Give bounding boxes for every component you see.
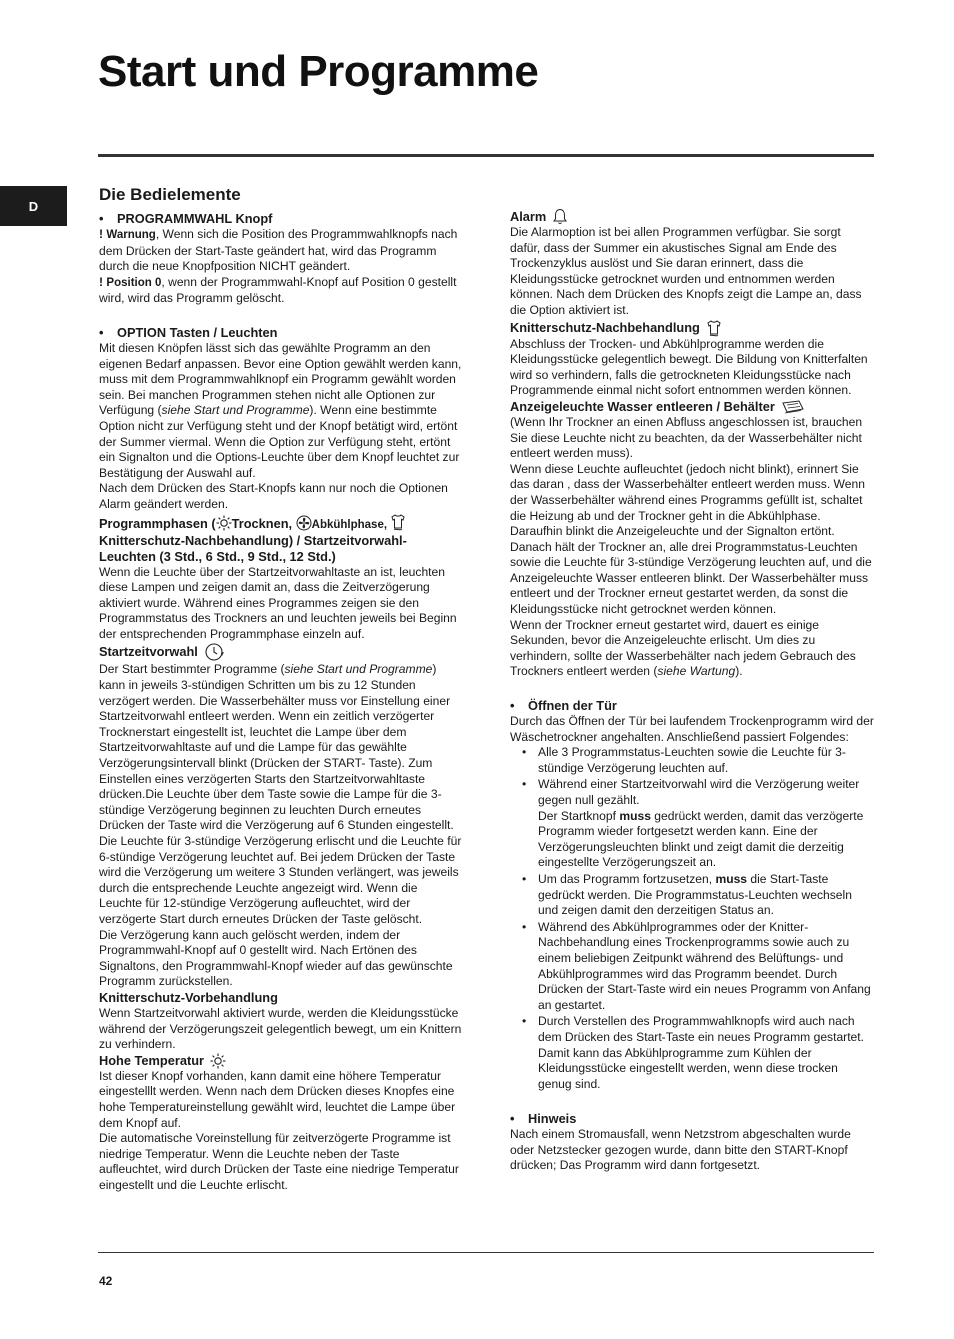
alarm-heading: Alarm: [510, 208, 874, 225]
hohe-temperatur-paragraph: Ist dieser Knopf vorhanden, kann damit eine höhere Temperatur eingestelllt werden. Wenn nach dem Drücken dieses Knopfes eine hohe Temperatureinstellung gewählt wird, leuchtet die Lampe über dem Knopf auf.: [99, 1068, 456, 1130]
knitterschutz-nach-heading: Knitterschutz-Nachbehandlung: [510, 319, 874, 337]
section-title: Die Bedielemente: [99, 185, 241, 204]
option-paragraph: Mit diesen Knöpfen lässt sich das gewählte Programm an den eigenen Bedarf anpassen. Bevor eine Option gewählt werden kann, muss mit dem Programmwahlknopf ein Programm gewählt worden sein. Bei manchen Programmen stehen nicht alle Optionen zur Verfügung (siehe Start und Programme). Wenn eine bestimmte Option nicht zur Verfügung steht und der Knopf betätigt wird, ertönt der Summer viermal. Wenn die Option zur Verfügung steht, ertönt ein Signalton und die Options-Leuchte über dem Knopf leuchtet zur Bestätigung der Auswahl auf.: [99, 340, 462, 480]
startzeitvorwahl-paragraph: Der Start bestimmter Programme (siehe Start und Programme) kann in jeweils 3-stündigen Schritten um bis zu 12 Stunden verzögert werden. Die Wasserbehälter muss vor Einstellung einer Startzeitvorwahl entleert werden. Wenn ein zeitlich verzögerter Trocknerstart eingestellt ist, leuchtet die Lampe über dem Startzeitvorwahltaste auf und die Lampe für das gewählte Verzögerungsintervall blinkt (Drücken der START- Taste). Zum Einstellen eines verzögerten Starts den Startzeitvorwahltaste drücken.Die Leuchte über dem Taste sowie die Lampe für die 3-stündige Verzögerung beginnen zu leuchten Durch erneutes Drücken der Taste wird die Verzögerung auf 6 Stunden eingestellt. Die Leuchte für 3-stündige Verzögerung erlischt und die Leuchte für 6-stündige Verzögerung leuchtet auf. Bei jedem Drücken der Taste wird die Verzögerung um weitere 3 Stunden verlängert, was jeweils durch die entsprechende Leuchte angezeigt wird. Wenn die Leuchte für 12-stündige Verzögerung aufleuchtet, wird der verzögerte Start durch erneutes Drücken der Taste gelöscht.: [99, 662, 462, 926]
warning-paragraph: [99, 227, 463, 275]
startzeitvorwahl-reference: siehe Start und Programme: [284, 662, 433, 677]
delay-timer-icon: [204, 642, 226, 662]
right-column: [510, 208, 874, 1174]
oeffnen-paragraph: Durch das Öffnen der Tür bei laufendem Trockenprogramm wird der Wäschetrockner angehalten. Anschließend passiert Folgendes:: [510, 714, 874, 744]
knitterschutz-nach-paragraph: Abschluss der Trocken- und Abkühlprogramme werden die Kleidungsstücke gelegentlich bewegt. Die Bildung von Knitterfalten wird so verhindern, falls die getrockneten Kleidungsstücke nach Programmende einmal nicht sofort entnommen werden können.: [510, 336, 868, 398]
startzeitvorwahl-heading: Startzeitvorwahl: [99, 642, 463, 662]
knitterschutz-vor-paragraph: Wenn Startzeitvorwahl aktiviert wurde, werden die Kleidungsstücke während der Verzögerungszeit gelegentlich bewegt, um ein Knittern zu verhindern.: [99, 1005, 462, 1052]
list-item: • Alle 3 Programmstatus-Leuchten sowie die Leuchte für 3-stündige Verzögerung leuchten auf.: [538, 745, 874, 776]
warning-mark: !: [99, 227, 104, 241]
sun-icon: [216, 515, 232, 531]
hinweis-heading: • Hinweis: [510, 1111, 874, 1127]
warning-label: Warnung: [106, 229, 156, 241]
alarm-paragraph: Die Alarmoption ist bei allen Programmen verfügbar. Sie sorgt dafür, dass der Summer ein akustisches Signal am Ende des Trockenzyklus auslöst und Sie daran erinnert, dass die Kleidungsstücke getrocknet wurden und entnommen werden können. Nach dem Drücken des Knopfs zeigt die Lampe an, dass die Option aktiviert ist.: [510, 225, 862, 317]
water-container-icon: [781, 399, 805, 415]
wasser-entleeren-details: Wenn diese Leuchte aufleuchtet (jedoch nicht blinkt), erinnert Sie das daran , dass der Wasserbehälter entleert werden muss. Wenn der Wasserbehälter während eines Programms gefüllt ist, schaltet die Heizung ab und der Trockner geht in die Abkühlphase. Daraufhin blinkt die Anzeigeleuchte und der Signalton ertönt. Danach hält der Trockner an, alle drei Programmstatus-Leuchten sowie die Leuchte für 3-stündige Verzögerung leuchten auf, und die Anzeigeleuchte Wasser entleeren blinkt. Der Wasserbehälter muss entleert und der Trockner erneut gestartet werden, da sonst die Kleidungsstücke nicht getrocknet werden können.: [510, 461, 872, 617]
shirt-icon: [706, 319, 722, 337]
language-tab: D: [0, 186, 67, 226]
list-item: • Während einer Startzeitvorwahl wird die Verzögerung weiter gegen null gezählt. Der Startknopf muss gedrückt werden, damit das verzögerte Programm wieder fortgesetzt werden kann. Eine der Verzögerungsleuchten blinkt und zeigt damit die derzeitig eingestellte Verzögerungszeit an.: [538, 777, 874, 871]
position0-text: , wenn der Programmwahl-Knopf auf Position 0 gestellt wird, wird das Programm gelöscht.: [99, 274, 457, 306]
hinweis-paragraph: Nach einem Stromausfall, wenn Netzstrom abgeschalten wurde oder Netzstecker gezogen wurde, dann bitte den START-Knopf drücken; Das Programm wird dann fortgesetzt.: [510, 1127, 851, 1173]
wasser-entleeren-heading: Anzeigeleuchte Wasser entleeren / Behälter: [510, 399, 874, 415]
position0-mark: !: [99, 274, 104, 289]
fan-icon: [296, 515, 312, 531]
startzeitvorwahl-note: Die Verzögerung kann auch gelöscht werden, indem der Programmwahl-Knopf auf 0 gestellt wird. Nach Ertönen des Signaltons, den Programmwahl-Knopf wieder auf das gewünschte Programm zurückstellen.: [99, 927, 453, 989]
oeffnen-heading: • Öffnen der Tür: [510, 698, 874, 714]
knitterschutz-vor-heading: Knitterschutz-Vorbehandlung: [99, 989, 278, 1005]
page-number: 42: [99, 1274, 113, 1288]
position0-label: Position 0: [106, 276, 162, 289]
programmwahl-heading: • PROGRAMMWAHL Knopf: [99, 211, 463, 227]
option-reference: siehe Start und Programme: [161, 403, 310, 418]
option-note: Nach dem Drücken des Start-Knopfs kann nur noch die Optionen Alarm geändert werden.: [99, 481, 448, 511]
shirt-icon: [390, 513, 406, 531]
wasser-entleeren-reference: siehe Wartung: [657, 664, 736, 679]
wasser-entleeren-note: Wenn der Trockner erneut gestartet wird, dauert es einige Sekunden, bevor die Anzeigeleuchte erlischt. Um dies zu verhindern, sollte der Wasserbehälter nach jedem Gebrauch des Trockners entleert werden (siehe Wartung).: [510, 617, 856, 679]
title-divider: [98, 154, 874, 157]
position0-paragraph: [99, 275, 463, 307]
wasser-entleeren-paragraph: (Wenn Ihr Trockner an einen Abfluss angeschlossen ist, brauchen Sie diese Leuchte nicht zu beachten, da der Wasserbehälter nicht entleert werden muss).: [510, 414, 863, 461]
hohe-temperatur-note: Die automatische Voreinstellung für zeitverzögerte Programme ist niedrige Temperatur. Wenn die Leuchte neben der Taste aufleuchtet, wird durch Drücken der Taste eine niedrige Temperatur eingestellt und die Leuchte erlischt.: [99, 1131, 459, 1192]
page-title: Start und Programme: [98, 47, 539, 96]
list-item: • Um das Programm fortzusetzen, muss die Start-Taste gedrückt werden. Die Programmstatus-Leuchten wechseln und zeigen damit den derzeitigen Status an.: [538, 872, 874, 919]
bell-icon: [552, 208, 568, 225]
list-item: • Während des Abkühlprogrammes oder der Knitter-Nachbehandlung eines Trockenprogramms sowie auch zu einem beliebigen Zeitpunkt während des Belüftungs- und Abkühlprogrammes wird das Programm beendet. Durch Drücken der Start-Taste wird ein neues Programm von Anfang an gestartet.: [538, 920, 874, 1014]
sun-icon: [210, 1053, 226, 1069]
programmphasen-paragraph: Wenn die Leuchte über der Startzeitvorwahltaste an ist, leuchten diese Lampen und zeigen damit an, dass die Zeitverzögerung aktiviert wurde. Während eines Programmes zeigen sie den Programmstatus des Trockners an und leuchten jeweils bei Beginn der entsprechenden Programmphase einzeln auf.: [99, 564, 457, 641]
hohe-temperatur-heading: Hohe Temperatur: [99, 1053, 463, 1069]
left-column: [99, 211, 463, 1193]
option-heading: • OPTION Tasten / Leuchten: [99, 325, 463, 341]
list-item: • Durch Verstellen des Programmwahlknopfs wird auch nach dem Drücken des Start-Taste ein neues Programm gestartet. Damit kann das Abkühlprogramme zum Kühlen der Kleidungsstücke eingestellt werden, wenn diese trocken genug sind.: [538, 1014, 874, 1092]
footer-divider: [98, 1252, 874, 1253]
programmphasen-heading: Programmphasen ( Trocknen, Abkühlphase, Knitterschutz-Nachbehandlung) / Startzeitvorwahl-Leuchten (3 Std., 6 Std., 9 Std., 12 Std.): [99, 513, 463, 565]
warning-text: , Wenn sich die Position des Programmwahlknopfs nach dem Drücken der Start-Taste geändert hat, wird das Programm durch die neue Knopfposition NICHT geändert.: [99, 227, 458, 274]
oeffnen-list: [510, 745, 874, 1092]
